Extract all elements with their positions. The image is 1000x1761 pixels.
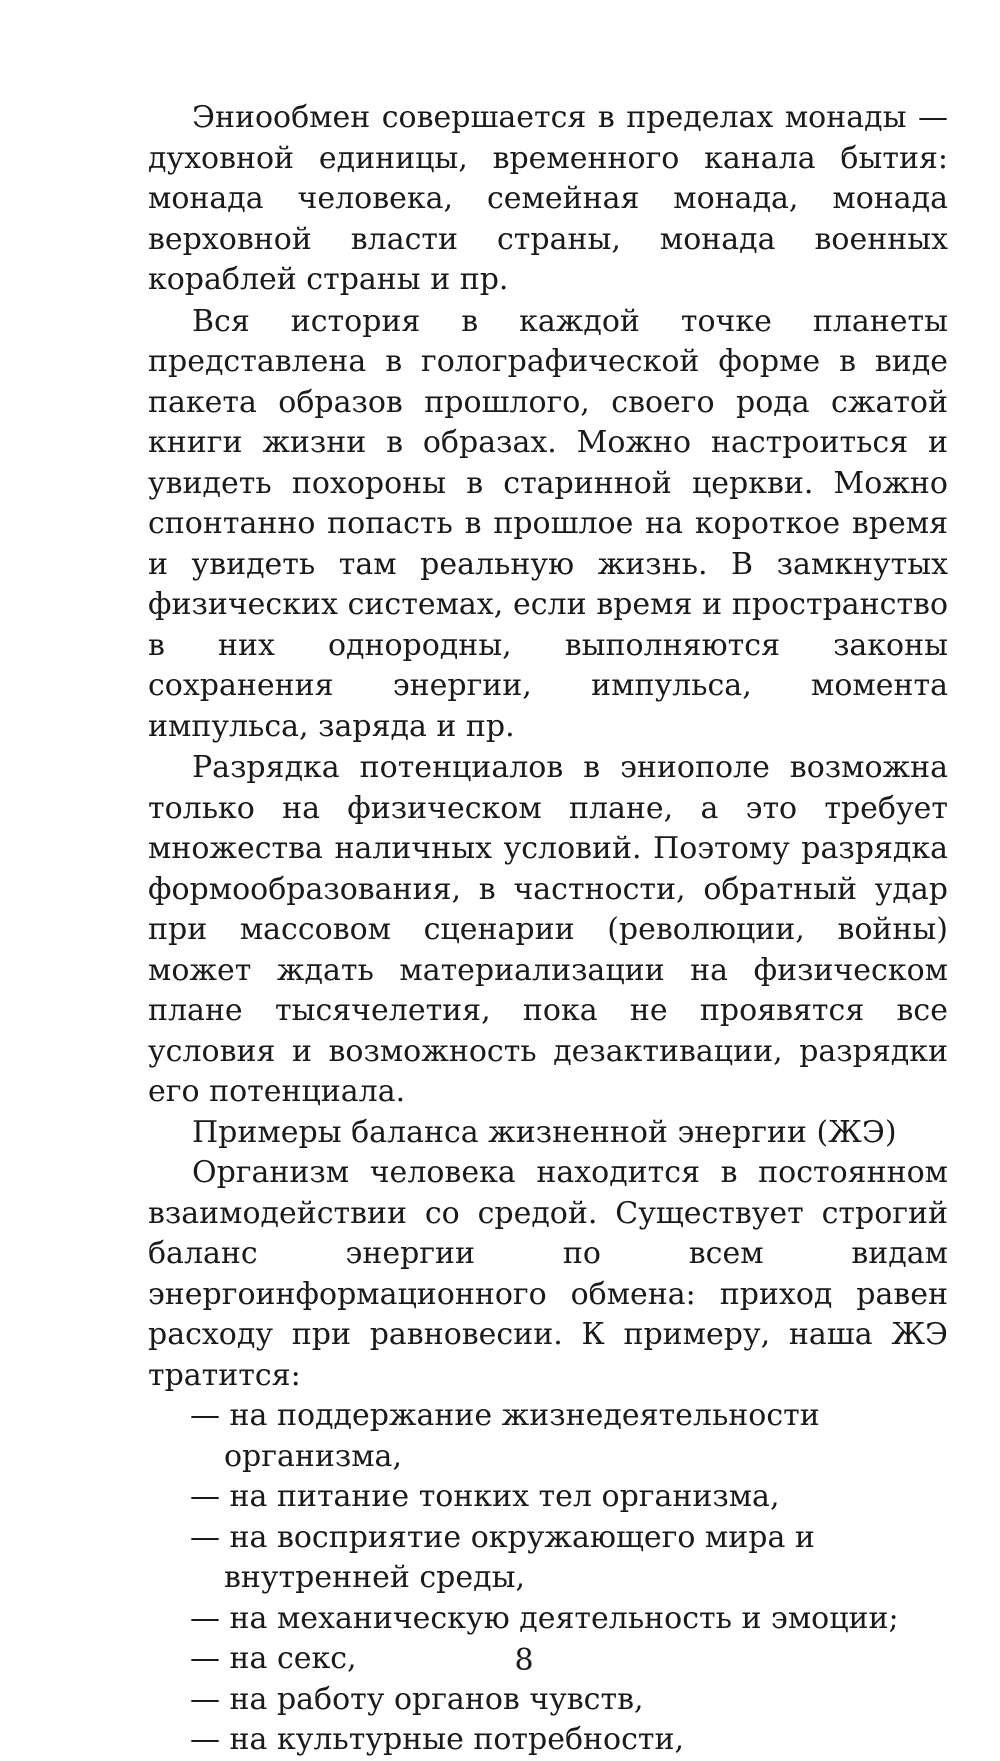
paragraph-potential-discharge: Разрядка потенциалов в эниополе возможна только на физическом плане, а это требует множества наличных условий. Поэтому разрядка формообразования, в частности, обратный удар при массовом сценарии (революции, войны) может ждать материализации на физическом плане тысячелетия, пока не проявятся все условия и возможность дезактивации, разрядки его потенциала. [148,750,948,1109]
paragraph-history-hologram: Вся история в каждой точке планеты представлена в голографической форме в виде пакета образов прошлого, своего рода сжатой книги жизни в образах. Можно настроиться и увидеть похороны в старинной церкви. Можно спонтанно попасть в прошлое на короткое время и увидеть там реальную жизнь. В замкнутых физических системах, если время и пространство в них однородны, выполняются законы сохранения энергии, импульса, момента импульса, заряда и пр. [148,303,948,744]
page-number: 8 [514,1643,534,1678]
list-item: — на механическую деятельность и эмоции; [190,1600,899,1636]
paragraph-energy-balance: Организм человека находится в постоянном взаимодействии со средой. Существует строгий баланс энергии по всем видам энергоинформационного обмена: приход равен расходу при равновесии. К примеру, наша ЖЭ тратится: [148,1155,948,1393]
energy-expense-list [148,1396,948,1761]
page-body [148,98,948,1761]
list-item: — на восприятие окружающего мира и внутренней среды, [190,1519,815,1595]
paragraph-monad-exchange: Эниообмен совершается в пределах монады — духовной единицы, временного канала бытия: монада человека, семейная монада, монада верховной власти страны, монада военных кораблей страны и пр. [148,100,948,297]
section-subheading: Примеры баланса жизненной энергии (ЖЭ) [192,1114,897,1150]
list-item: — на поддержание жизнедеятельности организма, [190,1398,820,1474]
list-item: — на секс, [190,1641,357,1676]
list-item: — на работу органов чувств, [190,1681,644,1717]
list-item: — на питание тонких тел организма, [190,1479,780,1514]
list-item: — на культурные потребности, [190,1722,685,1757]
